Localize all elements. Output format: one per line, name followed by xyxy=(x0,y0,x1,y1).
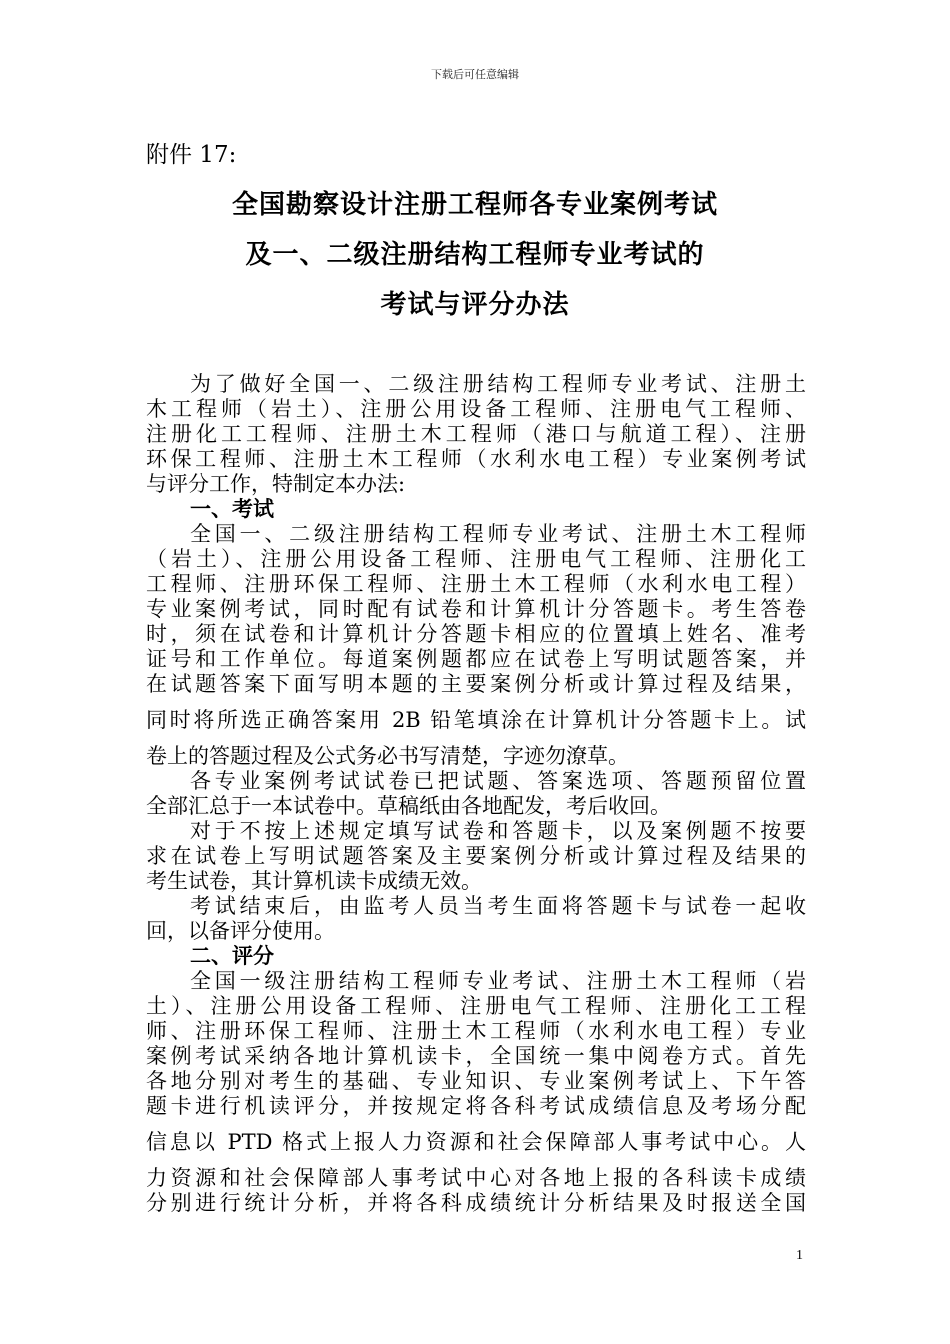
body-line: 全国一、二级注册结构工程师专业考试、注册土木工程师 xyxy=(190,522,806,546)
body-line: 题卡进行机读评分，并按规定将各科考试成绩信息及考场分配 xyxy=(146,1094,806,1118)
document-body xyxy=(146,372,806,1216)
body-line: 信息以 PTD 格式上报人力资源和社会保障部人事考试中心。人 xyxy=(146,1130,806,1154)
body-line: 环保工程师、注册土木工程师（水利水电工程）专业案例考试 xyxy=(146,447,806,471)
body-line: 证号和工作单位。每道案例题都应在试卷上写明试题答案，并 xyxy=(146,647,806,671)
attachment-label: 附件 17: xyxy=(146,142,237,168)
body-line: 在试题答案下面写明本题的主要案例分析或计算过程及结果， xyxy=(146,672,806,696)
body-line: （岩土）、注册公用设备工程师、注册电气工程师、注册化工 xyxy=(146,547,806,571)
body-line: 对于不按上述规定填写试卷和答题卡，以及案例题不按要 xyxy=(190,819,806,843)
body-line: 全国一级注册结构工程师专业考试、注册土木工程师（岩 xyxy=(190,969,806,993)
body-line: 求在试卷上写明试题答案及主要案例分析或计算过程及结果的 xyxy=(146,844,806,868)
body-line: 回，以备评分使用。 xyxy=(146,919,335,943)
body-line: 工程师、注册环保工程师、注册土木工程师（水利水电工程） xyxy=(146,572,806,596)
body-line: 考试结束后，由监考人员当考生面将答题卡与试卷一起收 xyxy=(190,894,806,918)
body-line: 专业案例考试，同时配有试卷和计算机计分答题卡。考生答卷 xyxy=(146,597,806,621)
body-line: 与评分工作，特制定本办法: xyxy=(146,472,406,496)
body-line: 时，须在试卷和计算机计分答题卡相应的位置填上姓名、准考 xyxy=(146,622,806,646)
title-line-3: 考试与评分办法 xyxy=(380,290,570,320)
body-line: 为了做好全国一、二级注册结构工程师专业考试、注册土 xyxy=(190,372,806,396)
body-line: 分别进行统计分析，并将各科成绩统计分析结果及时报送全国 xyxy=(146,1191,806,1215)
body-line: 同时将所选正确答案用 2B 铅笔填涂在计算机计分答题卡上。试 xyxy=(146,708,806,732)
body-line: 力资源和社会保障部人事考试中心对各地上报的各科读卡成绩 xyxy=(146,1166,806,1190)
body-line: 师、注册环保工程师、注册土木工程师（水利水电工程）专业 xyxy=(146,1019,806,1043)
section-heading-exam: 一、考试 xyxy=(190,497,274,521)
document-title xyxy=(0,180,950,330)
title-line-1: 全国勘察设计注册工程师各专业案例考试 xyxy=(231,190,718,220)
page-number: 1 xyxy=(796,1248,803,1263)
body-line: 考生试卷，其计算机读卡成绩无效。 xyxy=(146,869,482,893)
title-line-2: 及一、二级注册结构工程师专业考试的 xyxy=(245,240,705,270)
body-line: 土）、注册公用设备工程师、注册电气工程师、注册化工工程 xyxy=(146,994,806,1018)
body-line: 各地分别对考生的基础、专业知识、专业案例考试上、下午答 xyxy=(146,1069,806,1093)
body-line: 各专业案例考试试卷已把试题、答案选项、答题预留位置 xyxy=(190,769,806,793)
body-line: 案例考试采纳各地计算机读卡，全国统一集中阅卷方式。首先 xyxy=(146,1044,806,1068)
body-line: 卷上的答题过程及公式务必书写清楚，字迹勿潦草。 xyxy=(146,744,629,768)
body-line: 木工程师（岩土）、注册公用设备工程师、注册电气工程师、 xyxy=(146,397,806,421)
page-header-note: 下载后可任意编辑 xyxy=(431,68,519,81)
section-heading-scoring: 二、评分 xyxy=(190,944,274,968)
body-line: 注册化工工程师、注册土木工程师（港口与航道工程）、注册 xyxy=(146,422,806,446)
body-line: 全部汇总于一本试卷中。草稿纸由各地配发，考后收回。 xyxy=(146,794,671,818)
